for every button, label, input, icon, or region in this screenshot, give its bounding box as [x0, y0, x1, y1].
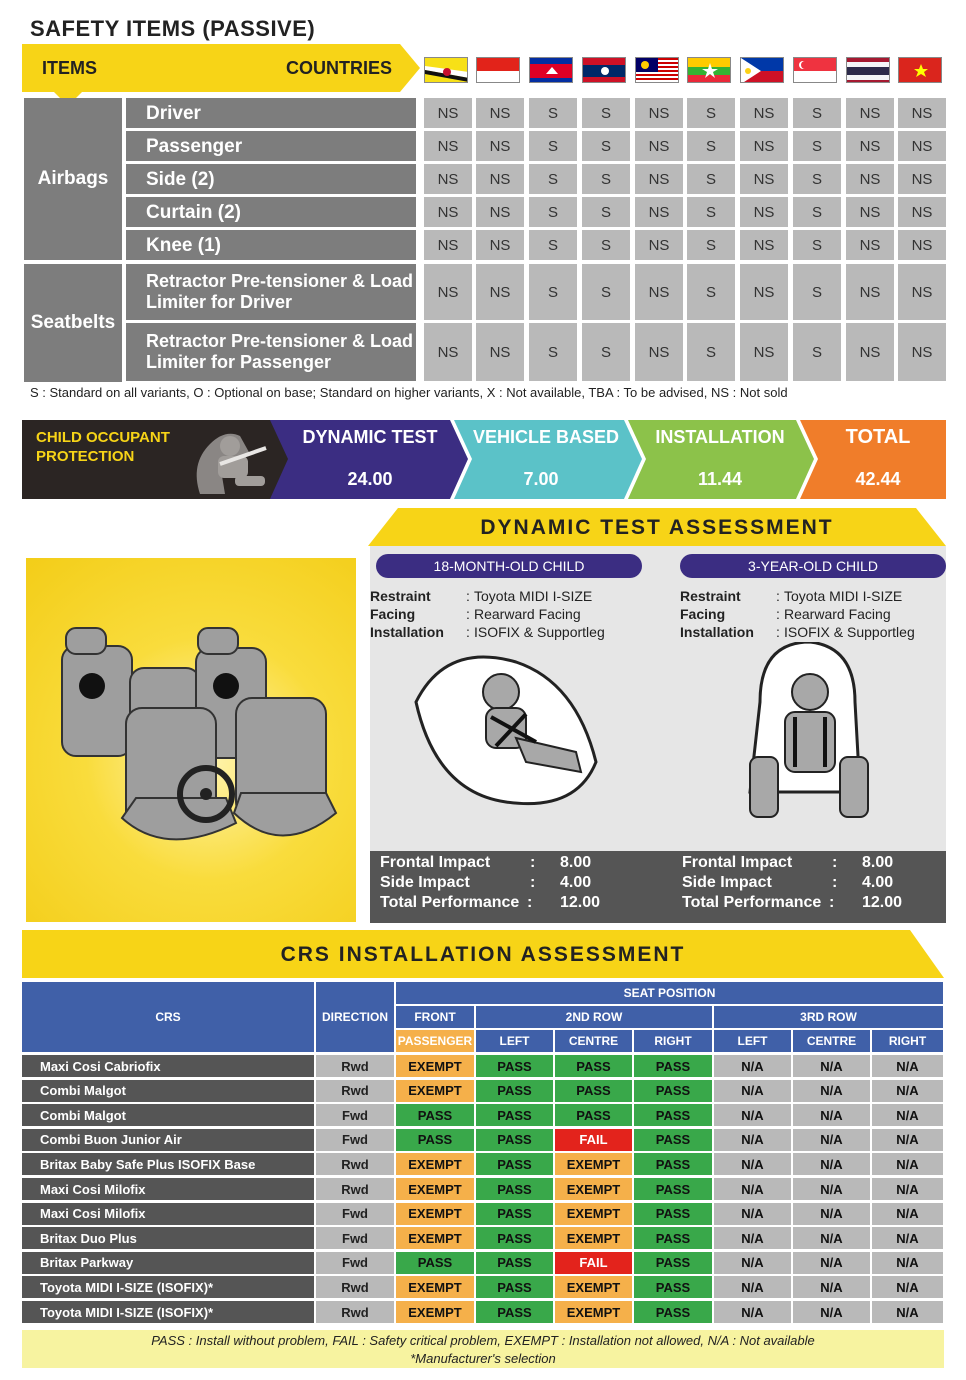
items-label: ITEMS: [42, 58, 98, 78]
crs-result: PASS: [396, 1129, 474, 1151]
crs-direction: Rwd: [316, 1055, 394, 1077]
rating-cell: NS: [424, 264, 472, 320]
crs-result: N/A: [714, 1129, 791, 1151]
rating-cell: S: [529, 323, 577, 381]
detail-colon: :: [466, 624, 470, 640]
crs-result: EXEMPT: [555, 1153, 632, 1175]
rating-cell: S: [687, 323, 735, 381]
seat-diagram-panel: [26, 558, 356, 922]
rating-cell: NS: [635, 323, 683, 381]
car-seats-illustration: [26, 558, 356, 922]
countries-label: COUNTRIES: [286, 58, 393, 78]
child-header-0: 18-MONTH-OLD CHILD: [376, 554, 642, 578]
crs-result: FAIL: [555, 1129, 632, 1151]
rating-cell: S: [793, 164, 841, 194]
brunei-flag: [424, 57, 468, 83]
front-header: FRONT: [396, 1006, 474, 1028]
rating-cell: S: [582, 164, 630, 194]
crs-name: Toyota MIDI I-SIZE (ISOFIX)*: [22, 1276, 314, 1298]
vietnam-flag: [898, 57, 942, 83]
crs-result: PASS: [634, 1227, 712, 1249]
score-label: Total Performance: [682, 894, 822, 911]
crs-result: PASS: [476, 1276, 553, 1298]
rating-cell: NS: [846, 164, 894, 194]
detail-label: Installation: [370, 624, 444, 640]
rating-cell: S: [793, 131, 841, 161]
crs-result: N/A: [714, 1227, 791, 1249]
score-label: Total Performance: [380, 894, 520, 911]
rating-cell: S: [687, 264, 735, 320]
detail-value: Rearward Facing: [474, 606, 581, 622]
philippines-flag: [740, 57, 784, 83]
row-label-5: Retractor Pre-tensioner & Load Limiter for Driver: [126, 264, 416, 320]
crs-result: PASS: [634, 1080, 712, 1102]
crs-name: Maxi Cosi Milofix: [22, 1178, 314, 1200]
detail-colon: :: [776, 606, 780, 622]
crs-result: N/A: [714, 1252, 791, 1274]
crs-result: N/A: [714, 1153, 791, 1175]
subheader-centre: CENTRE: [555, 1030, 632, 1052]
crs-result: PASS: [634, 1055, 712, 1077]
rating-cell: NS: [898, 264, 946, 320]
detail-label: Restraint: [370, 588, 431, 604]
score-label: Frontal Impact: [380, 854, 491, 871]
crs-direction: Rwd: [316, 1301, 394, 1323]
rating-cell: NS: [846, 323, 894, 381]
rating-cell: NS: [740, 131, 788, 161]
cambodia-flag: [529, 57, 573, 83]
crs-result: PASS: [476, 1178, 553, 1200]
crs-result: N/A: [872, 1252, 943, 1274]
rating-cell: S: [582, 98, 630, 128]
crs-result: N/A: [793, 1252, 870, 1274]
rating-cell: NS: [635, 131, 683, 161]
crs-result: PASS: [634, 1203, 712, 1225]
crs-direction: Rwd: [316, 1153, 394, 1175]
rating-cell: S: [793, 230, 841, 260]
crs-result: N/A: [714, 1203, 791, 1225]
crs-result: EXEMPT: [555, 1301, 632, 1323]
vehicle-based-value: 7.00: [523, 468, 559, 489]
crs-result: N/A: [714, 1055, 791, 1077]
rating-cell: S: [529, 164, 577, 194]
crs-direction: Fwd: [316, 1227, 394, 1249]
crs-direction: Rwd: [316, 1080, 394, 1102]
crs-name: Britax Parkway: [22, 1252, 314, 1274]
rating-cell: NS: [635, 98, 683, 128]
crs-result: PASS: [555, 1104, 632, 1126]
crs-result: EXEMPT: [396, 1203, 474, 1225]
laos-flag: [582, 57, 626, 83]
score-colon: :: [530, 874, 536, 891]
installation-value: 11.44: [697, 468, 743, 489]
crs-result: PASS: [634, 1178, 712, 1200]
rating-cell: S: [687, 230, 735, 260]
rating-cell: NS: [424, 131, 472, 161]
row-label-6: Retractor Pre-tensioner & Load Limiter for Passenger: [126, 323, 416, 381]
child-seat-icon: [180, 424, 280, 496]
rating-cell: S: [529, 197, 577, 227]
rating-cell: NS: [898, 197, 946, 227]
crs-result: N/A: [872, 1104, 943, 1126]
indonesia-flag: [476, 57, 520, 83]
rating-cell: NS: [740, 98, 788, 128]
subheader-passenger: PASSENGER: [396, 1030, 474, 1052]
crs-result: PASS: [555, 1080, 632, 1102]
detail-label: Installation: [680, 624, 754, 640]
crs-result: PASS: [396, 1252, 474, 1274]
vehicle-based-label: VEHICLE BASED: [472, 426, 620, 447]
singapore-flag: [793, 57, 837, 83]
detail-value: ISOFIX & Supportleg: [784, 624, 915, 640]
score-label: Side Impact: [682, 874, 772, 891]
rating-cell: S: [529, 230, 577, 260]
crs-result: N/A: [872, 1153, 943, 1175]
detail-colon: :: [466, 606, 470, 622]
rating-cell: S: [687, 164, 735, 194]
crs-result: EXEMPT: [555, 1276, 632, 1298]
dynamic-test-label: DYNAMIC TEST: [302, 426, 438, 447]
detail-label: Restraint: [680, 588, 741, 604]
crs-result: N/A: [793, 1080, 870, 1102]
rating-cell: NS: [740, 323, 788, 381]
crs-result: N/A: [872, 1203, 943, 1225]
crs-result: PASS: [476, 1104, 553, 1126]
rating-cell: S: [582, 230, 630, 260]
score-colon: :: [832, 874, 838, 891]
crs-result: EXEMPT: [396, 1080, 474, 1102]
installation-label: INSTALLATION: [655, 426, 785, 447]
crs-name: Toyota MIDI I-SIZE (ISOFIX)*: [22, 1301, 314, 1323]
rating-cell: NS: [635, 164, 683, 194]
detail-value: Rearward Facing: [784, 606, 891, 622]
rating-cell: NS: [424, 230, 472, 260]
rating-cell: NS: [846, 230, 894, 260]
rating-cell: S: [793, 197, 841, 227]
crs-direction: Fwd: [316, 1129, 394, 1151]
score-value: 12.00: [862, 894, 903, 911]
cop-title: CHILD OCCUPANT PROTECTION: [36, 429, 170, 465]
rating-cell: S: [582, 131, 630, 161]
rating-cell: NS: [476, 264, 524, 320]
rating-cell: NS: [898, 323, 946, 381]
crs-result: PASS: [476, 1129, 553, 1151]
crs-result: N/A: [793, 1153, 870, 1175]
crs-result: PASS: [634, 1276, 712, 1298]
rating-cell: NS: [476, 131, 524, 161]
crs-result: EXEMPT: [396, 1153, 474, 1175]
crs-result: N/A: [793, 1129, 870, 1151]
crs-result: FAIL: [555, 1252, 632, 1274]
row-label-4: Knee (1): [126, 230, 416, 260]
rating-cell: S: [687, 98, 735, 128]
rating-cell: NS: [635, 230, 683, 260]
rating-cell: NS: [898, 164, 946, 194]
malaysia-flag: [635, 57, 679, 83]
score-value: 8.00: [862, 854, 894, 871]
row-label-0: Driver: [126, 98, 416, 128]
rating-cell: S: [529, 98, 577, 128]
crs-direction: Rwd: [316, 1178, 394, 1200]
crs-result: PASS: [634, 1129, 712, 1151]
thailand-flag: [846, 57, 890, 83]
rating-cell: NS: [635, 197, 683, 227]
child-header-1: 3-YEAR-OLD CHILD: [680, 554, 946, 578]
rating-cell: S: [582, 197, 630, 227]
rating-cell: S: [687, 197, 735, 227]
dynamic-title: DYNAMIC TEST ASSESSMENT: [480, 516, 834, 539]
crs-name: Combi Buon Junior Air: [22, 1129, 314, 1151]
crs-name: Britax Duo Plus: [22, 1227, 314, 1249]
rating-cell: S: [582, 264, 630, 320]
crs-result: N/A: [872, 1227, 943, 1249]
crs-result: N/A: [872, 1055, 943, 1077]
row-label-2: Side (2): [126, 164, 416, 194]
score-value: 4.00: [862, 874, 894, 891]
crs-result: N/A: [793, 1301, 870, 1323]
child-seat-illustration-0: [406, 642, 606, 812]
score-value: 4.00: [560, 874, 592, 891]
crs-result: N/A: [872, 1080, 943, 1102]
crs-name: Britax Baby Safe Plus ISOFIX Base: [22, 1153, 314, 1175]
score-colon: :: [527, 894, 533, 911]
detail-colon: :: [776, 624, 780, 640]
detail-value: ISOFIX & Supportleg: [474, 624, 605, 640]
crs-result: EXEMPT: [396, 1178, 474, 1200]
child-seat-illustration-1: [740, 642, 870, 832]
crs-name: Maxi Cosi Milofix: [22, 1203, 314, 1225]
crs-title: CRS INSTALLATION ASSESSMENT: [280, 943, 686, 966]
detail-value: Toyota MIDI I-SIZE: [474, 588, 593, 604]
crs-result: N/A: [793, 1276, 870, 1298]
crs-result: N/A: [793, 1055, 870, 1077]
crs-result: EXEMPT: [555, 1227, 632, 1249]
crs-result: EXEMPT: [396, 1055, 474, 1077]
rating-cell: NS: [424, 323, 472, 381]
rating-cell: S: [793, 98, 841, 128]
dynamic-test-value: 24.00: [347, 468, 393, 489]
crs-col-header: CRS: [22, 982, 314, 1052]
rating-cell: NS: [740, 264, 788, 320]
rating-cell: S: [793, 264, 841, 320]
crs-result: PASS: [634, 1301, 712, 1323]
rating-cell: NS: [424, 164, 472, 194]
crs-result: N/A: [714, 1178, 791, 1200]
rating-cell: NS: [846, 131, 894, 161]
rating-cell: NS: [846, 197, 894, 227]
crs-result: N/A: [793, 1178, 870, 1200]
detail-label: Facing: [370, 606, 416, 622]
subheader-right: RIGHT: [634, 1030, 712, 1052]
detail-value: Toyota MIDI I-SIZE: [784, 588, 903, 604]
score-label: Frontal Impact: [682, 854, 793, 871]
crs-result: EXEMPT: [396, 1301, 474, 1323]
crs-result: PASS: [634, 1104, 712, 1126]
crs-result: PASS: [476, 1227, 553, 1249]
rating-cell: NS: [476, 230, 524, 260]
score-colon: :: [832, 854, 838, 871]
crs-result: EXEMPT: [555, 1203, 632, 1225]
crs-name: Combi Malgot: [22, 1080, 314, 1102]
score-label: Side Impact: [380, 874, 470, 891]
score-colon: :: [829, 894, 835, 911]
crs-result: N/A: [793, 1203, 870, 1225]
rating-cell: S: [529, 131, 577, 161]
subheader-left: LEFT: [714, 1030, 791, 1052]
subheader-left: LEFT: [476, 1030, 553, 1052]
score-colon: :: [530, 854, 536, 871]
direction-col-header: DIRECTION: [316, 982, 394, 1052]
row3-header: 3RD ROW: [714, 1006, 943, 1028]
crs-result: EXEMPT: [396, 1276, 474, 1298]
rating-cell: NS: [740, 197, 788, 227]
rating-cell: NS: [846, 264, 894, 320]
rating-cell: NS: [898, 98, 946, 128]
crs-result: PASS: [476, 1080, 553, 1102]
rating-cell: NS: [476, 323, 524, 381]
rating-cell: NS: [476, 197, 524, 227]
score-value: 8.00: [560, 854, 592, 871]
crs-result: N/A: [872, 1129, 943, 1151]
myanmar-flag: [687, 57, 731, 83]
rating-cell: NS: [898, 131, 946, 161]
row2-header: 2ND ROW: [476, 1006, 712, 1028]
crs-direction: Rwd: [316, 1276, 394, 1298]
crs-result: N/A: [714, 1276, 791, 1298]
score-value: 12.00: [560, 894, 601, 911]
crs-result: PASS: [476, 1055, 553, 1077]
group-airbags: Airbags: [24, 98, 122, 260]
crs-direction: Fwd: [316, 1104, 394, 1126]
crs-result: N/A: [793, 1227, 870, 1249]
row-label-1: Passenger: [126, 131, 416, 161]
total-label: TOTAL: [845, 425, 911, 448]
section-title-passive: SAFETY ITEMS (PASSIVE): [30, 16, 316, 41]
subheader-centre: CENTRE: [793, 1030, 870, 1052]
crs-result: N/A: [714, 1104, 791, 1126]
crs-direction: Fwd: [316, 1203, 394, 1225]
row-label-3: Curtain (2): [126, 197, 416, 227]
rating-cell: NS: [898, 230, 946, 260]
detail-label: Facing: [680, 606, 726, 622]
rating-cell: NS: [476, 164, 524, 194]
crs-legend: PASS : Install without problem, FAIL : Safety critical problem, EXEMPT : Installation not allowed, N/A : Not available: [151, 1332, 815, 1348]
subheader-right: RIGHT: [872, 1030, 943, 1052]
crs-direction: Fwd: [316, 1252, 394, 1274]
crs-result: N/A: [714, 1080, 791, 1102]
seat-position-header: SEAT POSITION: [396, 982, 943, 1004]
detail-colon: :: [466, 588, 470, 604]
crs-name: Maxi Cosi Cabriofix: [22, 1055, 314, 1077]
crs-result: PASS: [634, 1252, 712, 1274]
rating-cell: NS: [846, 98, 894, 128]
passive-legend: S : Standard on all variants, O : Optional on base; Standard on higher variants, X : Not available, TBA : To be advised, NS : Not sold: [30, 385, 788, 400]
detail-colon: :: [776, 588, 780, 604]
rating-cell: NS: [424, 98, 472, 128]
crs-result: PASS: [476, 1203, 553, 1225]
rating-cell: S: [529, 264, 577, 320]
crs-result: PASS: [396, 1104, 474, 1126]
rating-cell: S: [793, 323, 841, 381]
rating-cell: NS: [740, 230, 788, 260]
total-value: 42.44: [855, 468, 901, 489]
crs-result: N/A: [872, 1276, 943, 1298]
crs-result: N/A: [793, 1104, 870, 1126]
crs-name: Combi Malgot: [22, 1104, 314, 1126]
group-seatbelts: Seatbelts: [24, 264, 122, 382]
crs-footnote: *Manufacturer's selection: [410, 1350, 556, 1366]
crs-result: EXEMPT: [396, 1227, 474, 1249]
crs-result: PASS: [634, 1153, 712, 1175]
crs-result: N/A: [872, 1178, 943, 1200]
crs-result: PASS: [476, 1301, 553, 1323]
crs-result: N/A: [872, 1301, 943, 1323]
rating-cell: NS: [424, 197, 472, 227]
crs-result: PASS: [555, 1055, 632, 1077]
crs-result: N/A: [714, 1301, 791, 1323]
crs-result: PASS: [476, 1252, 553, 1274]
rating-cell: S: [687, 131, 735, 161]
rating-cell: S: [582, 323, 630, 381]
rating-cell: NS: [740, 164, 788, 194]
rating-cell: NS: [635, 264, 683, 320]
rating-cell: NS: [476, 98, 524, 128]
crs-result: EXEMPT: [555, 1178, 632, 1200]
crs-result: PASS: [476, 1153, 553, 1175]
